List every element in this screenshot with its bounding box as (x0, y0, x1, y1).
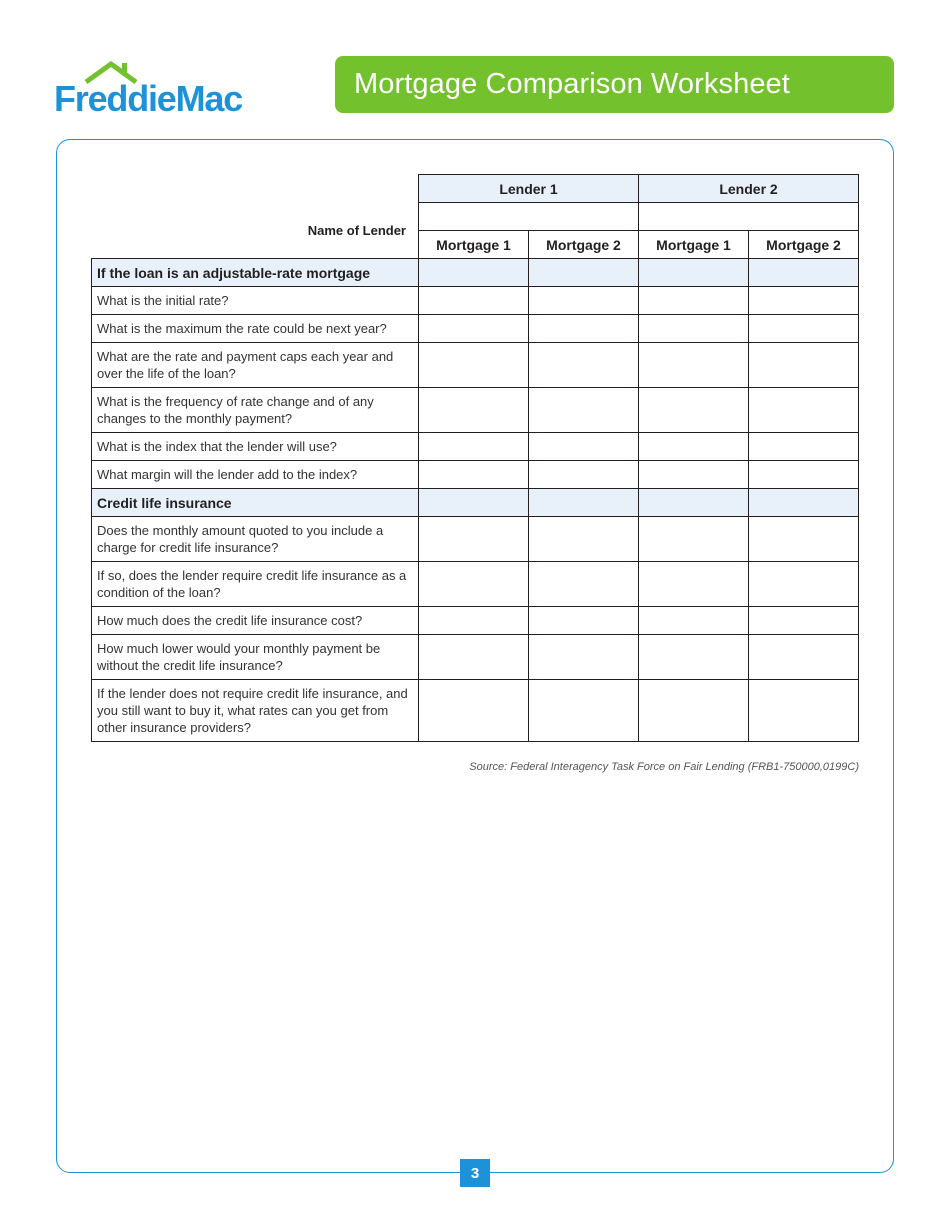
answer-cell[interactable] (749, 315, 859, 343)
answer-cell[interactable] (419, 607, 529, 635)
answer-cell[interactable] (529, 461, 639, 489)
answer-cell[interactable] (749, 388, 859, 433)
answer-cell[interactable] (419, 680, 529, 742)
lender-2-header: Lender 2 (639, 175, 859, 203)
page-title: Mortgage Comparison Worksheet (354, 68, 790, 100)
question-row (92, 315, 859, 343)
logo-text: FreddieMac (54, 78, 243, 119)
section-heading: If the loan is an adjustable-rate mortgage (92, 259, 419, 287)
answer-cell[interactable] (749, 607, 859, 635)
lender-1-header: Lender 1 (419, 175, 639, 203)
comparison-table (91, 174, 859, 742)
question-text: What are the rate and payment caps each year and over the life of the loan? (92, 343, 419, 388)
answer-cell[interactable] (529, 315, 639, 343)
mortgage-header: Mortgage 1 (639, 231, 749, 259)
answer-cell[interactable] (419, 315, 529, 343)
answer-cell[interactable] (639, 287, 749, 315)
answer-cell[interactable] (749, 635, 859, 680)
answer-cell[interactable] (639, 461, 749, 489)
lender-name-row (92, 203, 859, 231)
answer-cell[interactable] (639, 562, 749, 607)
page-number: 3 (460, 1159, 490, 1187)
lender-1-name-field[interactable] (419, 203, 639, 231)
answer-cell[interactable] (639, 680, 749, 742)
name-of-lender-label: Name of Lender (307, 222, 406, 238)
freddie-mac-logo (54, 60, 284, 120)
question-row (92, 343, 859, 388)
question-text: If so, does the lender require credit life insurance as a condition of the loan? (92, 562, 419, 607)
answer-cell[interactable] (529, 607, 639, 635)
question-text: What is the maximum the rate could be next year? (92, 315, 419, 343)
question-text: What is the frequency of rate change and of any changes to the monthly payment? (92, 388, 419, 433)
question-text: What is the initial rate? (92, 287, 419, 315)
answer-cell[interactable] (639, 315, 749, 343)
answer-cell[interactable] (529, 680, 639, 742)
answer-cell[interactable] (749, 433, 859, 461)
answer-cell[interactable] (529, 517, 639, 562)
answer-cell[interactable] (529, 562, 639, 607)
answer-cell[interactable] (419, 562, 529, 607)
answer-cell[interactable] (419, 517, 529, 562)
mortgage-header: Mortgage 2 (529, 231, 639, 259)
answer-cell[interactable] (749, 517, 859, 562)
answer-cell[interactable] (749, 680, 859, 742)
question-row (92, 388, 859, 433)
section-row-arm (92, 259, 859, 287)
answer-cell[interactable] (639, 388, 749, 433)
answer-cell[interactable] (419, 343, 529, 388)
answer-cell[interactable] (419, 388, 529, 433)
answer-cell[interactable] (749, 461, 859, 489)
question-row (92, 635, 859, 680)
question-row (92, 517, 859, 562)
mortgage-header: Mortgage 2 (749, 231, 859, 259)
lender-header-row (92, 175, 859, 203)
question-text: What is the index that the lender will use? (92, 433, 419, 461)
question-row (92, 433, 859, 461)
answer-cell[interactable] (529, 433, 639, 461)
mortgage-header: Mortgage 1 (419, 231, 529, 259)
answer-cell[interactable] (749, 562, 859, 607)
answer-cell[interactable] (639, 607, 749, 635)
answer-cell[interactable] (419, 287, 529, 315)
answer-cell[interactable] (419, 433, 529, 461)
question-text: If the lender does not require credit life insurance, and you still want to buy it, what rates can you get from other insurance providers? (92, 680, 419, 742)
answer-cell[interactable] (639, 635, 749, 680)
question-row (92, 680, 859, 742)
answer-cell[interactable] (529, 287, 639, 315)
section-heading: Credit life insurance (92, 489, 419, 517)
answer-cell[interactable] (639, 433, 749, 461)
title-banner (335, 56, 894, 113)
answer-cell[interactable] (529, 343, 639, 388)
question-row (92, 287, 859, 315)
answer-cell[interactable] (639, 343, 749, 388)
question-text: How much lower would your monthly payment be without the credit life insurance? (92, 635, 419, 680)
answer-cell[interactable] (749, 287, 859, 315)
lender-2-name-field[interactable] (639, 203, 859, 231)
question-row (92, 562, 859, 607)
answer-cell[interactable] (529, 635, 639, 680)
answer-cell[interactable] (419, 461, 529, 489)
question-text: How much does the credit life insurance cost? (92, 607, 419, 635)
answer-cell[interactable] (419, 635, 529, 680)
source-citation: Source: Federal Interagency Task Force on Fair Lending (FRB1-750000,0199C) (469, 761, 859, 773)
answer-cell[interactable] (639, 517, 749, 562)
answer-cell[interactable] (529, 388, 639, 433)
question-text: Does the monthly amount quoted to you include a charge for credit life insurance? (92, 517, 419, 562)
answer-cell[interactable] (749, 343, 859, 388)
question-row (92, 461, 859, 489)
question-row (92, 607, 859, 635)
question-text: What margin will the lender add to the index? (92, 461, 419, 489)
section-row-credit-life (92, 489, 859, 517)
